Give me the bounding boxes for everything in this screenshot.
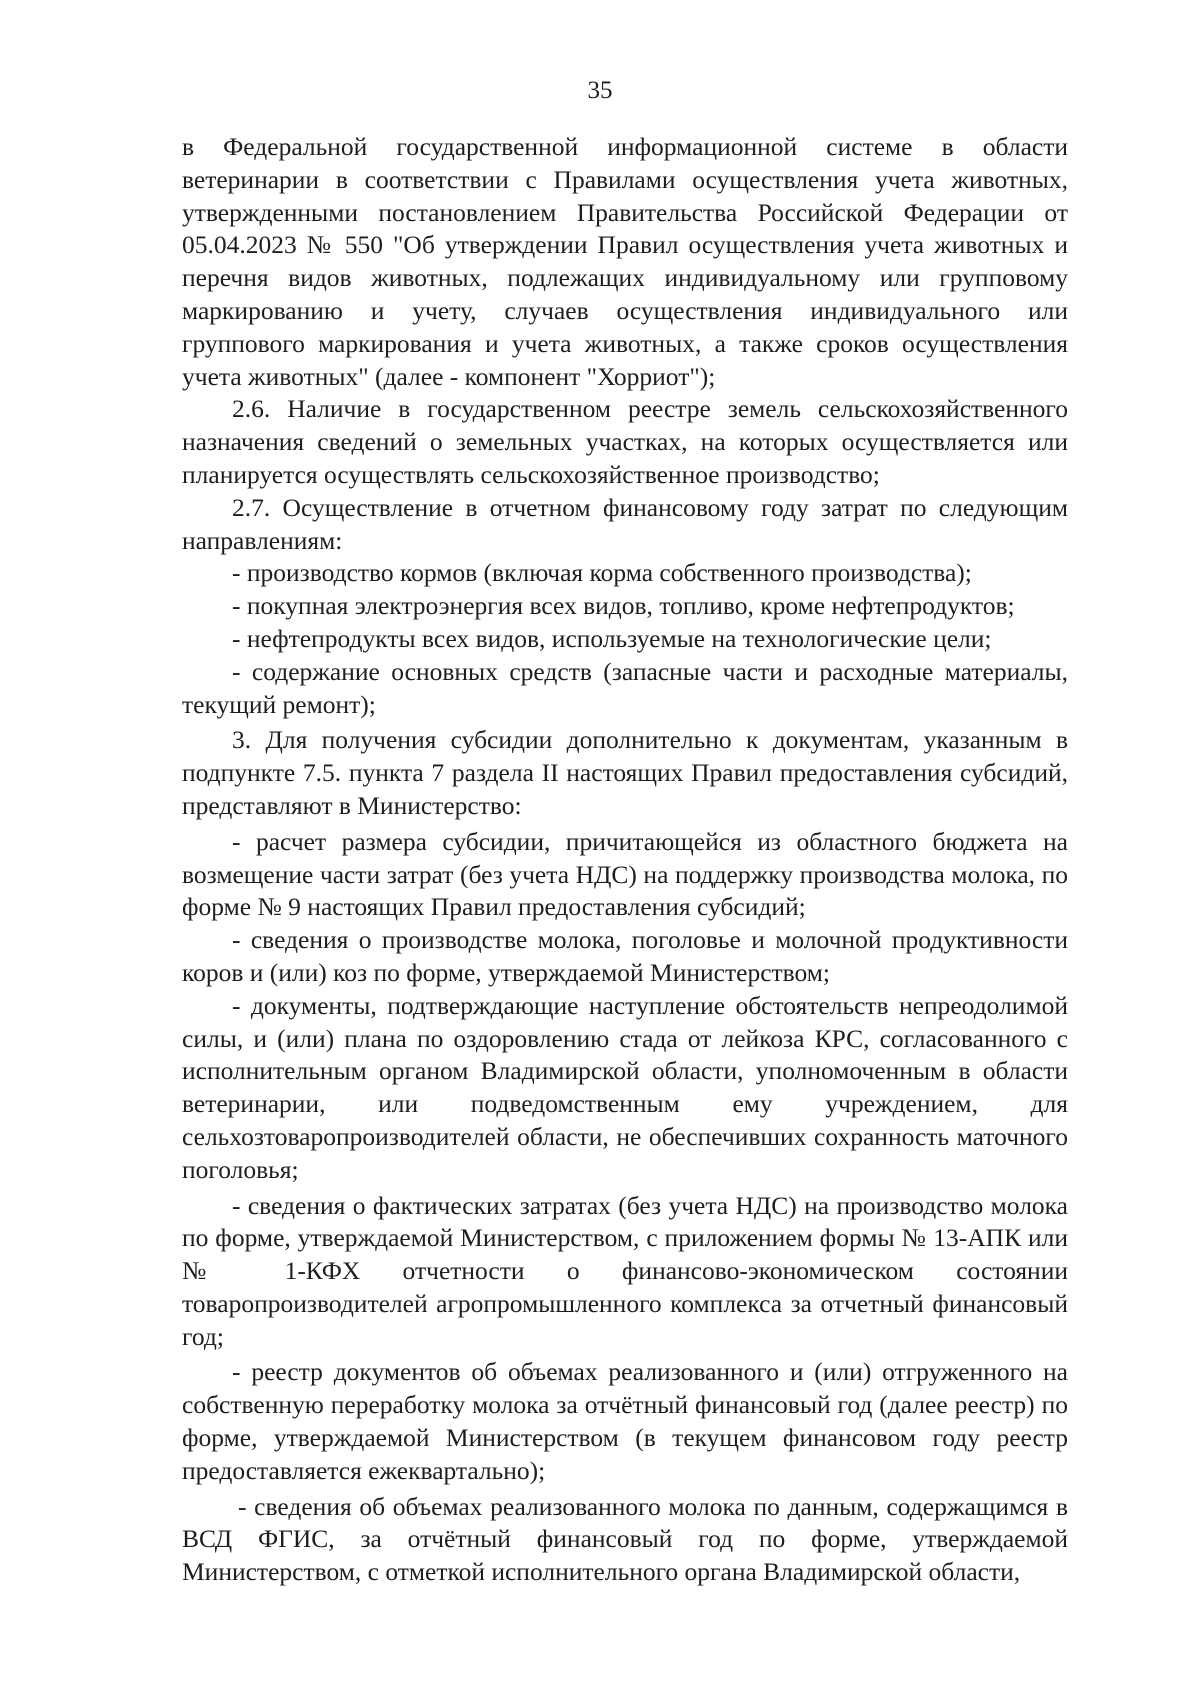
document-body — [182, 131, 1068, 1589]
paragraph-2-6: 2.6. Наличие в государственном реестре земель сельскохозяйственного назначения сведений о земельных участках, на которых осуществляется или планируется осуществлять сельскохозяйственное производство; — [182, 394, 1068, 489]
list-item-actual-costs: - сведения о фактических затратах (без учета НДС) на производство молока по форме, утверждаемой Министерством, с приложением формы № 13-АПК или № 1-КФХ отчетности о финансово-экономическом состоянии товаропроизводителей агропромышленного комплекса за отчетный финансовый год; — [182, 1190, 1068, 1351]
list-item-feed: - производство кормов (включая корма собственного производства); — [232, 558, 972, 588]
list-item-registry: - реестр документов об объемах реализованного и (или) отгруженного на собственную переработку молока за отчётный финансовый год (далее реестр) по форме, утверждаемой Министерством (в текущем финансовом году реестр предоставляется ежеквартально); — [182, 1357, 1068, 1485]
paragraph-2-7: 2.7. Осуществление в отчетном финансовому году затрат по следующим направлениям: — [182, 492, 1068, 555]
list-item-subsidy-calculation: - расчет размера субсидии, причитающейся из областного бюджета на возмещение части затрат (без учета НДС) на поддержку производства молока, по форме № 9 настоящих Правил предоставления субсидий; — [182, 826, 1068, 922]
list-item-oil-products: - нефтепродукты всех видов, используемые на технологические цели; — [232, 623, 992, 653]
page-number: 35 — [587, 77, 613, 104]
list-item-sold-milk: - сведения об объемах реализованного молока по данным, содержащимся в ВСД ФГИС, за отчётный финансовый год по форме, утверждаемой Министерством, с отметкой исполнительного органа Владимирской области, — [182, 1491, 1068, 1587]
paragraph-3: 3. Для получения субсидии дополнительно к документам, указанным в подпункте 7.5. пункта 7 раздела II настоящих Правил предоставления субсидий, представляют в Министерство: — [182, 725, 1068, 820]
paragraph-continuation: в Федеральной государственной информационной системе в области ветеринарии в соответствии с Правилами осуществления учета животных, утвержденными постановлением Правительства Российской Федерации от 05.04.2023 № 550 "Об утверждении Правил осуществления учета животных и перечня видов животных, подлежащих индивидуальному или групповому маркированию и учету, случаев осуществления индивидуального или группового маркирования и учета животных, а также сроков осуществления учета животных" (далее - компонент "Хорриот"); — [182, 132, 1068, 391]
list-item-milk-production: - сведения о производстве молока, поголовье и молочной продуктивности коров и (или) коз по форме, утверждаемой Министерством; — [182, 925, 1068, 987]
list-item-electricity: - покупная электроэнергия всех видов, топливо, кроме нефтепродуктов; — [232, 591, 1015, 621]
list-item-fixed-assets: - содержание основных средств (запасные части и расходные материалы, текущий ремонт); — [182, 656, 1068, 719]
list-item-force-majeure: - документы, подтверждающие наступление обстоятельств непреодолимой силы, и (или) плана по оздоровлению стада от лейкоза КРС, согласованного с исполнительным органом Владимирской области, уполномоченным в области ветеринарии, или подведомственным ему учреждением, для сельхозтоваропроизводителей области, не обеспечивших сохранность маточного поголовья; — [182, 990, 1068, 1184]
